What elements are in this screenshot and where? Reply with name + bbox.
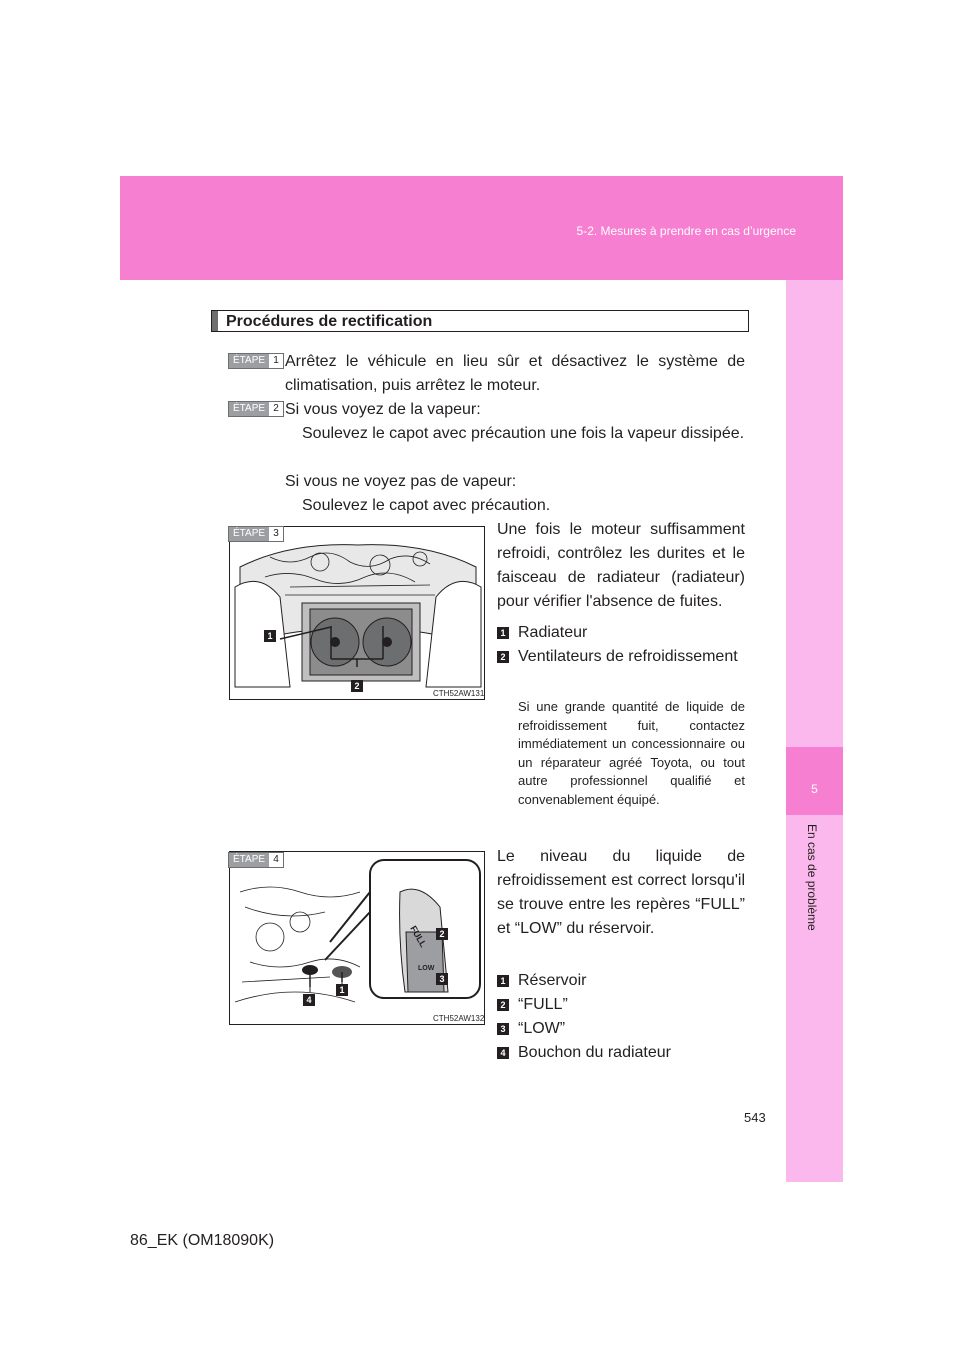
leak-note: Si une grande quantité de liquide de refroidissement fuit, contactez immédiatement un concessionnaire ou un réparateur agréé Toyota, ou tout autre professionnel qualifié et convenablement équipé. [518, 699, 745, 807]
bullet-2: 2 [497, 999, 509, 1011]
step-badge-3: ÉTAPE 3 [228, 526, 284, 542]
bullet-1: 1 [497, 627, 509, 639]
section-title-box [211, 310, 749, 332]
bullet-4: 4 [497, 1047, 509, 1059]
low-mark: LOW [418, 965, 435, 972]
callout-1: 1 [336, 984, 348, 996]
step-badge-1: ÉTAPE 1 [228, 353, 284, 369]
step-4-text: Le niveau du liquide de refroidissement est correct lorsqu'il se trouve entre les repères “FULL” et “LOW” du réservoir. [497, 848, 745, 937]
radiator-figure [229, 526, 485, 700]
section-title: Procédures de rectification [226, 313, 433, 330]
step-3-text: Une fois le moteur suffisamment refroidi, contrôlez les durites et le faisceau de radiateur (radiateur) pour vérifier l'absence de fuites. [497, 521, 745, 610]
figure-code: CTH52AW132 [433, 1014, 485, 1023]
section-heading: 5-2. Mesures à prendre en cas d’urgence [576, 224, 796, 238]
bullet-3: 3 [497, 1023, 509, 1035]
item-full: “FULL” [518, 996, 568, 1013]
step-2-case-2-action: Soulevez le capot avec précaution. [302, 497, 551, 514]
step-2-case-1: Si vous voyez de la vapeur: [285, 401, 481, 418]
item-low: “LOW” [518, 1020, 566, 1037]
callout-2: 2 [436, 928, 448, 940]
figure-code: CTH52AW131 [433, 689, 485, 698]
bullet-2: 2 [497, 651, 509, 663]
chapter-title: En cas de problème [805, 824, 819, 931]
reservoir-figure [229, 851, 485, 1025]
callout-1: 1 [264, 630, 276, 642]
callout-2: 2 [351, 680, 363, 692]
radiator-illustration [230, 527, 485, 700]
chapter-tab[interactable] [786, 747, 843, 815]
step-2-case-2: Si vous ne voyez pas de vapeur: [285, 473, 517, 490]
step-1-text: Arrêtez le véhicule en lieu sûr et désactivez le système de climatisation, puis arrêtez le moteur. [285, 353, 745, 394]
chapter-sidebar [786, 280, 843, 1182]
item-radiator: Radiateur [518, 624, 588, 641]
chapter-header-band [120, 176, 843, 280]
item-fans: Ventilateurs de refroidissement [518, 648, 738, 665]
full-mark: FULL [408, 924, 429, 949]
item-reservoir: Réservoir [518, 972, 587, 989]
document-code: 86_EK (OM18090K) [130, 1232, 275, 1249]
step-2-case-1-action: Soulevez le capot avec précaution une fois la vapeur dissipée. [302, 425, 745, 442]
item-radiator-cap: Bouchon du radiateur [518, 1044, 671, 1061]
chapter-number: 5 [811, 782, 818, 796]
step-badge-2: ÉTAPE 2 [228, 401, 284, 417]
bullet-1: 1 [497, 975, 509, 987]
title-bar-accent [212, 311, 218, 331]
callout-3: 3 [436, 973, 448, 985]
page-number: 543 [744, 1110, 766, 1125]
step-badge-4: ÉTAPE 4 [228, 852, 284, 868]
callout-4: 4 [303, 994, 315, 1006]
